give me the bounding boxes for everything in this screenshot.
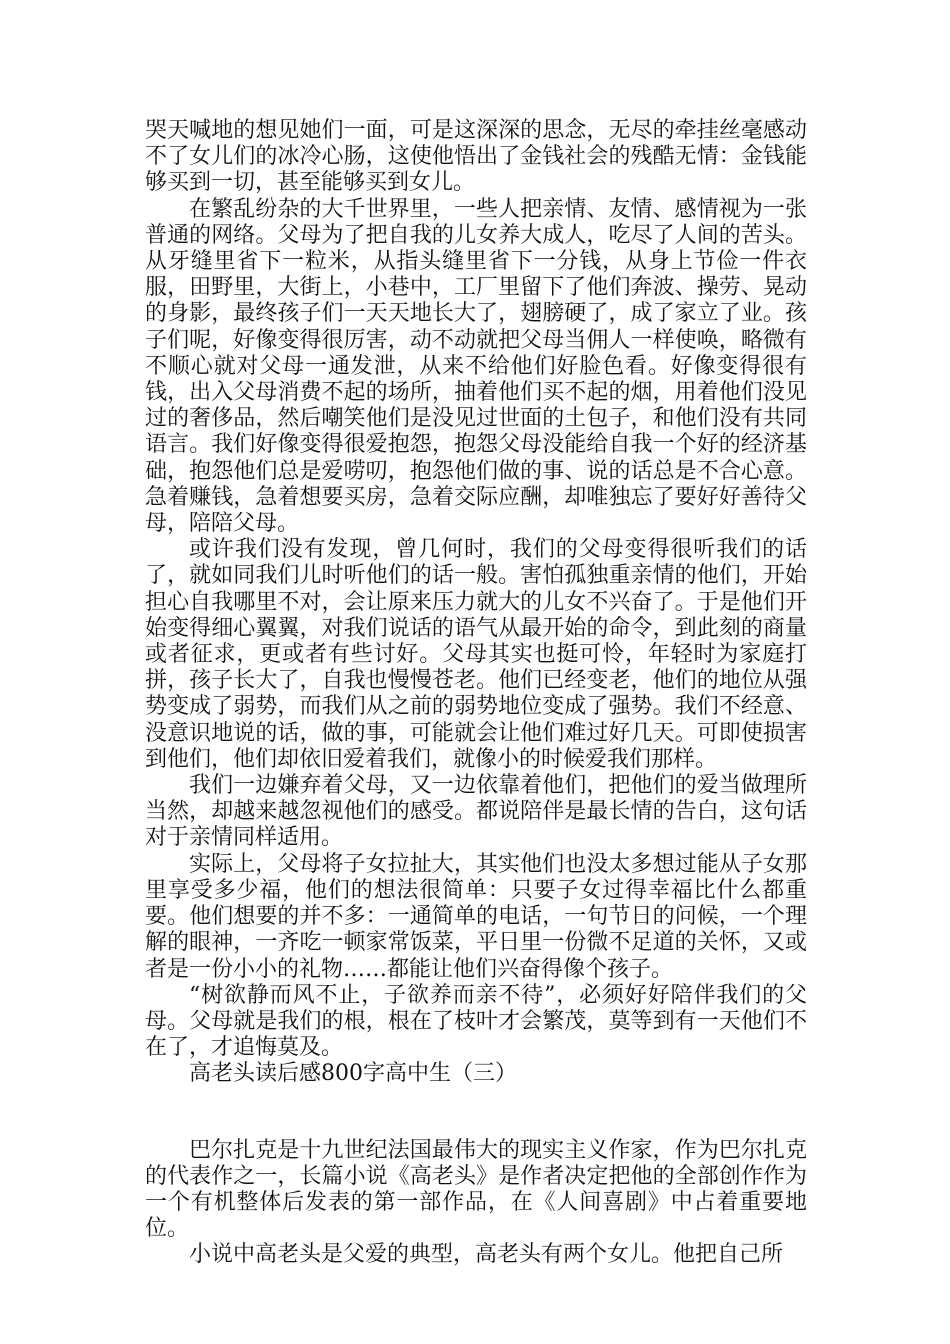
paragraph-6: “树欲静而风不止，子欲养而亲不待”，必须好好陪伴我们的父母。父母就是我们的根，根在了枝叶才会繁茂，莫等到有一天他们不在了，才追悔莫及。: [145, 982, 807, 1061]
document-page: [145, 118, 807, 1269]
paragraph-2: 在繁乱纷杂的大千世界里，一些人把亲情、友情、感情视为一张普通的网络。父母为了把自我的儿女养大成人，吃尽了人间的苦头。从牙缝里省下一粒米，从指头缝里省下一分钱，从身上节俭一件衣服，田野里，大街上，小巷中，工厂里留下了他们奔波、操劳、晃动的身影，最终孩子们一天天地长大了，翅膀硬了，成了家立了业。孩子们呢，好像变得很厉害，动不动就把父母当佣人一样使唤，略微有不顺心就对父母一通发泄，从来不给他们好脸色看。好像变得很有钱，出入父母消费不起的场所，抽着他们买不起的烟，用着他们没见过的奢侈品，然后嘲笑他们是没见过世面的土包子，和他们没有共同语言。我们好像变得很爱抱怨，抱怨父母没能给自我一个好的经济基础，抱怨他们总是爱唠叨，抱怨他们做的事、说的话总是不合心意。急着赚钱，急着想要买房，急着交际应酬，却唯独忘了要好好善待父母，陪陪父母。: [145, 196, 807, 537]
paragraph-1: 哭天喊地的想见她们一面，可是这深深的思念，无尽的牵挂丝毫感动不了女儿们的冰冷心肠，这使他悟出了金钱社会的残酷无情：金钱能够买到一切，甚至能够买到女儿。: [145, 118, 807, 196]
paragraph-5: 实际上，父母将子女拉扯大，其实他们也没太多想过能从子女那里享受多少福，他们的想法很简单：只要子女过得幸福比什么都重要。他们想要的并不多：一通简单的电话，一句节日的问候，一个理解的眼神，一齐吃一顿家常饭菜，平日里一份微不足道的关怀，又或者是一份小小的礼物……都能让他们兴奋得像个孩子。: [145, 851, 807, 982]
paragraph-3: 或许我们没有发现，曾几何时，我们的父母变得很听我们的话了，就如同我们儿时听他们的话一般。害怕孤独重亲情的他们，开始担心自我哪里不对，会让原来压力就大的儿女不兴奋了。于是他们开始变得细心翼翼，对我们说话的语气从最开始的命令，到此刻的商量或者征求，更或者有些讨好。父母其实也挺可怜，年轻时为家庭打拼，孩子长大了，自我也慢慢苍老。他们已经变老，他们的地位从强势变成了弱势，而我们从之前的弱势地位变成了强势。我们不经意、没意识地说的话，做的事，可能就会让他们难过好几天。可即使损害到他们，他们却依旧爱着我们，就像小的时候爱我们那样。: [145, 537, 807, 772]
paragraph-4: 我们一边嫌弃着父母，又一边依靠着他们，把他们的爱当做理所当然，却越来越忽视他们的感受。都说陪伴是最长情的告白，这句话对于亲情同样适用。: [145, 773, 807, 851]
paragraph-7: 巴尔扎克是十九世纪法国最伟大的现实主义作家，作为巴尔扎克的代表作之一，长篇小说《高老头》是作者决定把他的全部创作作为一个有机整体后发表的第一部作品，在《人间喜剧》中占着重要地位。: [145, 1137, 807, 1242]
section-subtitle: 高老头读后感800字高中生（三）: [189, 1061, 517, 1087]
paragraph-8: 小说中高老头是父爱的典型，高老头有两个女儿。他把自己所: [189, 1242, 784, 1268]
